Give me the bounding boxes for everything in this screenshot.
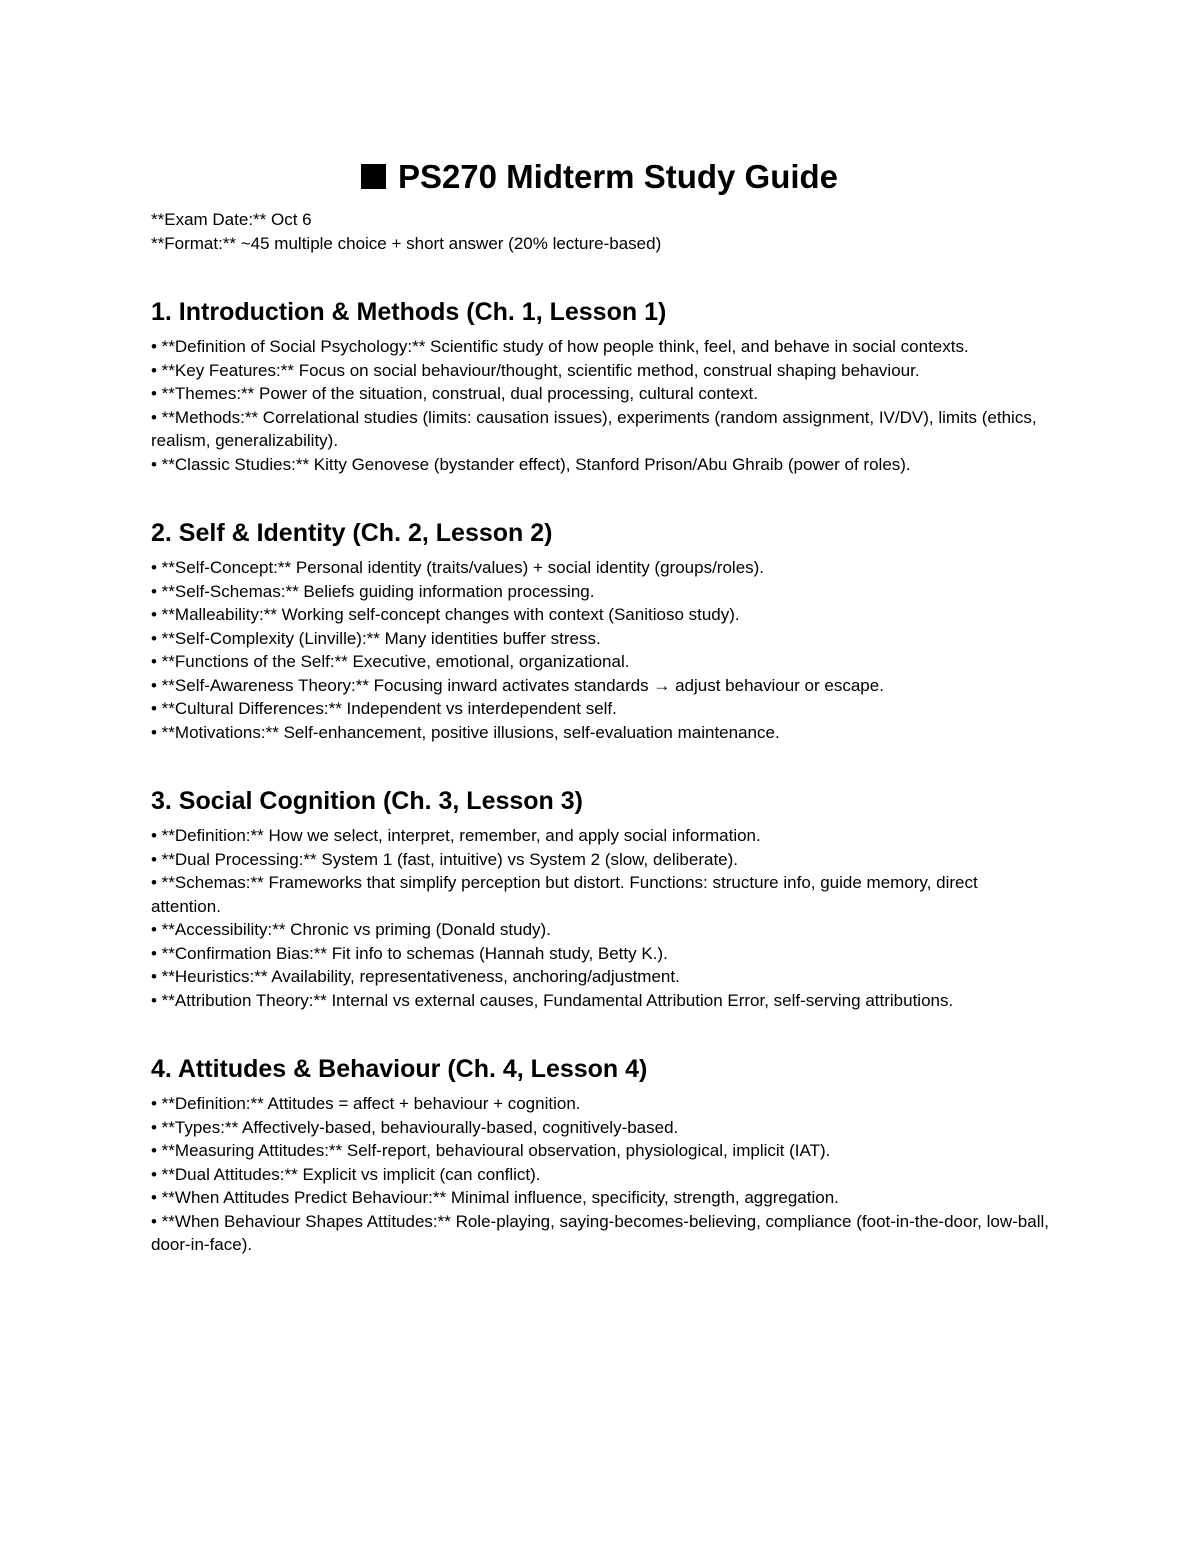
list-item: • **Methods:** Correlational studies (limits: causation issues), experiments (random assignment, IV/DV), limits (ethics, realism, generalizability).: [151, 407, 1037, 450]
list-item: • **When Attitudes Predict Behaviour:** Minimal influence, specificity, strength, aggregation.: [151, 1188, 839, 1207]
list-item: • **Definition of Social Psychology:** Scientific study of how people think, feel, and behave in social contexts.: [151, 337, 969, 356]
document-page: [151, 150, 1051, 1257]
list-item: • **Self-Schemas:** Beliefs guiding information processing.: [151, 581, 595, 601]
bullet-list: [151, 556, 1051, 744]
list-item: • **Cultural Differences:** Independent vs interdependent self.: [151, 699, 617, 718]
page-title: [151, 150, 1051, 204]
bullet-list: [151, 1092, 1051, 1257]
list-item: • **Malleability:** Working self-concept changes with context (Sanitioso study).: [151, 605, 740, 624]
section-introduction-methods: [151, 295, 1051, 476]
section-heading: 2. Self & Identity (Ch. 2, Lesson 2): [151, 519, 553, 547]
list-item: • **Key Features:** Focus on social behaviour/thought, scientific method, construal shaping behaviour.: [151, 360, 920, 380]
bullet-list: [151, 335, 1051, 476]
list-item: • **Self-Awareness Theory:** Focusing inward activates standards → adjust behaviour or escape.: [151, 675, 884, 695]
section-heading: 4. Attitudes & Behaviour (Ch. 4, Lesson 4): [151, 1055, 648, 1083]
list-item: • **Measuring Attitudes:** Self-report, behavioural observation, physiological, implicit (IAT).: [151, 1141, 831, 1160]
list-item: • **Accessibility:** Chronic vs priming (Donald study).: [151, 920, 551, 939]
black-square-icon: [361, 164, 386, 189]
bullet-list: [151, 824, 1051, 1012]
section-heading: 1. Introduction & Methods (Ch. 1, Lesson 1): [151, 298, 667, 326]
list-item: • **Themes:** Power of the situation, construal, dual processing, cultural context.: [151, 384, 758, 403]
list-item: • **Motivations:** Self-enhancement, positive illusions, self-evaluation maintenance.: [151, 722, 780, 742]
list-item: • **Definition:** How we select, interpret, remember, and apply social information.: [151, 826, 761, 845]
list-item: • **Schemas:** Frameworks that simplify perception but distort. Functions: structure info, guide memory, direct attention.: [151, 873, 978, 916]
list-item: • **Types:** Affectively-based, behaviourally-based, cognitively-based.: [151, 1117, 679, 1137]
list-item: • **Self-Complexity (Linville):** Many identities buffer stress.: [151, 628, 601, 648]
list-item: • **Attribution Theory:** Internal vs external causes, Fundamental Attribution Error, self-serving attributions.: [151, 990, 954, 1010]
list-item: • **Functions of the Self:** Executive, emotional, organizational.: [151, 652, 630, 671]
list-item: • **When Behaviour Shapes Attitudes:** Role-playing, saying-becomes-believing, compliance (foot-in-the-door, low-ball, door-in-face).: [151, 1211, 1049, 1254]
list-item: • **Dual Processing:** System 1 (fast, intuitive) vs System 2 (slow, deliberate).: [151, 849, 739, 869]
list-item: • **Dual Attitudes:** Explicit vs implicit (can conflict).: [151, 1164, 541, 1184]
list-item: • **Confirmation Bias:** Fit info to schemas (Hannah study, Betty K.).: [151, 943, 668, 963]
list-item: • **Classic Studies:** Kitty Genovese (bystander effect), Stanford Prison/Abu Ghraib (power of roles).: [151, 454, 911, 474]
section-social-cognition: [151, 784, 1051, 1012]
list-item: • **Definition:** Attitudes = affect + behaviour + cognition.: [151, 1094, 581, 1113]
section-attitudes-behaviour: [151, 1052, 1051, 1257]
page-title-text: PS270 Midterm Study Guide: [397, 158, 839, 195]
exam-format: **Format:** ~45 multiple choice + short answer (20% lecture-based): [151, 233, 662, 253]
section-heading: 3. Social Cognition (Ch. 3, Lesson 3): [151, 787, 583, 815]
exam-meta: [151, 208, 1051, 255]
list-item: • **Heuristics:** Availability, representativeness, anchoring/adjustment.: [151, 967, 680, 986]
exam-date: **Exam Date:** Oct 6: [151, 210, 312, 229]
list-item: • **Self-Concept:** Personal identity (traits/values) + social identity (groups/roles).: [151, 558, 765, 577]
section-self-identity: [151, 516, 1051, 744]
